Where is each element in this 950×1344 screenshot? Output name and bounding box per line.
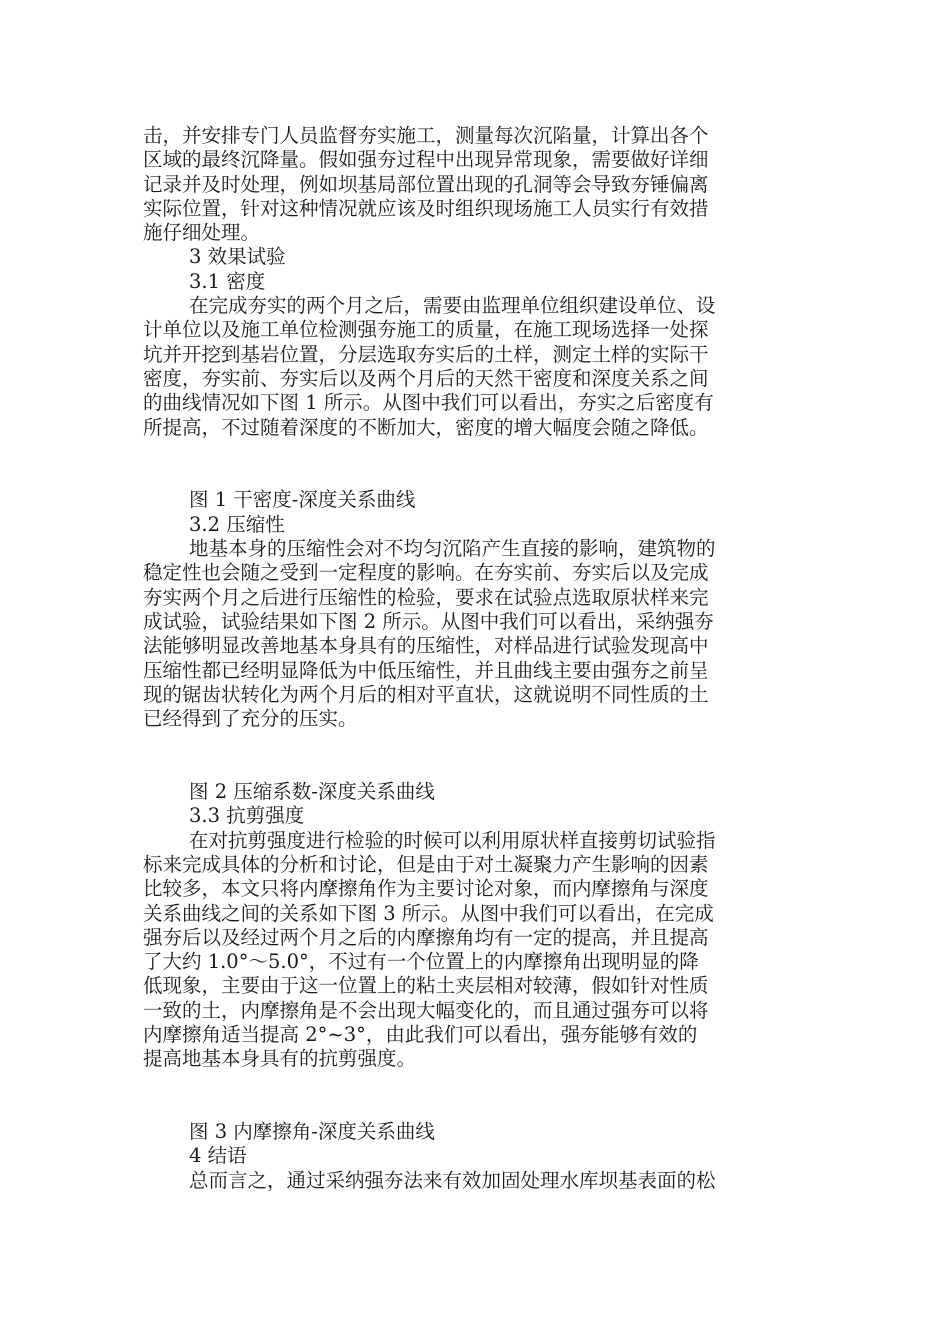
text-line: 记录并及时处理，例如坝基局部位置出现的孔洞等会导致夯锤偏离 — [143, 172, 709, 196]
text-line: 内摩擦角适当提高 2°~3°，由此我们可以看出，强夯能够有效的 — [143, 1022, 698, 1046]
text-line: 地基本身的压缩性会对不均匀沉陷产生直接的影响，建筑物的 — [189, 537, 716, 561]
text-line: 成试验，试验结果如下图 2 所示。从图中我们可以看出，采纳强夯 — [143, 609, 714, 633]
text-line: 施仔细处理。 — [143, 221, 261, 245]
figure-caption: 图 3 内摩擦角-深度关系曲线 — [189, 1120, 435, 1144]
text-line: 夯实两个月之后进行压缩性的检验，要求在试验点选取原状样来完 — [143, 585, 709, 609]
section-heading: 3 效果试验 — [189, 245, 286, 269]
text-line: 稳定性也会随之受到一定程度的影响。在夯实前、夯实后以及完成 — [143, 561, 709, 585]
text-line: 提高地基本身具有的抗剪强度。 — [143, 1047, 417, 1071]
text-line: 低现象，主要由于这一位置上的粘土夹层相对较薄，假如针对性质 — [143, 974, 709, 998]
text-line: 一致的土，内摩擦角是不会出现大幅变化的，而且通过强夯可以将 — [143, 998, 709, 1022]
figure-caption: 图 1 干密度-深度关系曲线 — [189, 488, 416, 512]
text-line: 标来完成具体的分析和讨论，但是由于对土凝聚力产生影响的因素 — [143, 852, 709, 876]
text-line: 实际位置，针对这种情况就应该及时组织现场施工人员实行有效措 — [143, 196, 709, 220]
section-heading: 3.1 密度 — [189, 269, 266, 293]
text-line: 在完成夯实的两个月之后，需要由监理单位组织建设单位、设 — [189, 294, 716, 318]
text-line: 的曲线情况如下图 1 所示。从图中我们可以看出，夯实之后密度有 — [143, 391, 714, 415]
text-line: 已经得到了充分的压实。 — [143, 707, 358, 731]
figure-placeholder-gap — [143, 1072, 803, 1121]
text-line: 了大约 1.0°～5.0°，不过有一个位置上的内摩擦角出现明显的降 — [143, 950, 699, 974]
section-heading: 3.3 抗剪强度 — [189, 804, 305, 828]
text-line: 关系曲线之间的关系如下图 3 所示。从图中我们可以看出，在完成 — [143, 901, 714, 925]
text-line: 法能够明显改善地基本身具有的压缩性，对样品进行试验发现高中 — [143, 634, 709, 658]
figure-placeholder-gap — [143, 440, 803, 489]
figure-placeholder-gap — [143, 731, 803, 780]
section-heading: 3.2 压缩性 — [189, 512, 285, 536]
text-line: 密度，夯实前、夯实后以及两个月后的天然干密度和深度关系之间 — [143, 366, 709, 390]
text-line: 坑并开挖到基岩位置，分层选取夯实后的土样，测定土样的实际干 — [143, 342, 709, 366]
text-line: 比较多，本文只将内摩擦角作为主要讨论对象，而内摩擦角与深度 — [143, 877, 709, 901]
text-line: 区域的最终沉降量。假如强夯过程中出现异常现象，需要做好详细 — [143, 148, 709, 172]
text-line: 现的锯齿状转化为两个月后的相对平直状，这就说明不同性质的土 — [143, 682, 709, 706]
text-line: 总而言之，通过采纳强夯法来有效加固处理水库坝基表面的松 — [189, 1168, 716, 1192]
text-line: 强夯后以及经过两个月之后的内摩擦角均有一定的提高，并且提高 — [143, 925, 709, 949]
text-line: 计单位以及施工单位检测强夯施工的质量，在施工现场选择一处探 — [143, 318, 709, 342]
figure-caption: 图 2 压缩系数-深度关系曲线 — [189, 780, 435, 804]
section-heading: 4 结语 — [189, 1144, 247, 1168]
document-body — [143, 124, 803, 1193]
text-line: 击，并安排专门人员监督夯实施工，测量每次沉陷量，计算出各个 — [143, 124, 709, 147]
text-line: 在对抗剪强度进行检验的时候可以利用原状样直接剪切试验指 — [189, 828, 716, 852]
text-line: 所提高，不过随着深度的不断加大，密度的增大幅度会随之降低。 — [143, 415, 709, 439]
text-line: 压缩性都已经明显降低为中低压缩性，并且曲线主要由强夯之前呈 — [143, 658, 709, 682]
